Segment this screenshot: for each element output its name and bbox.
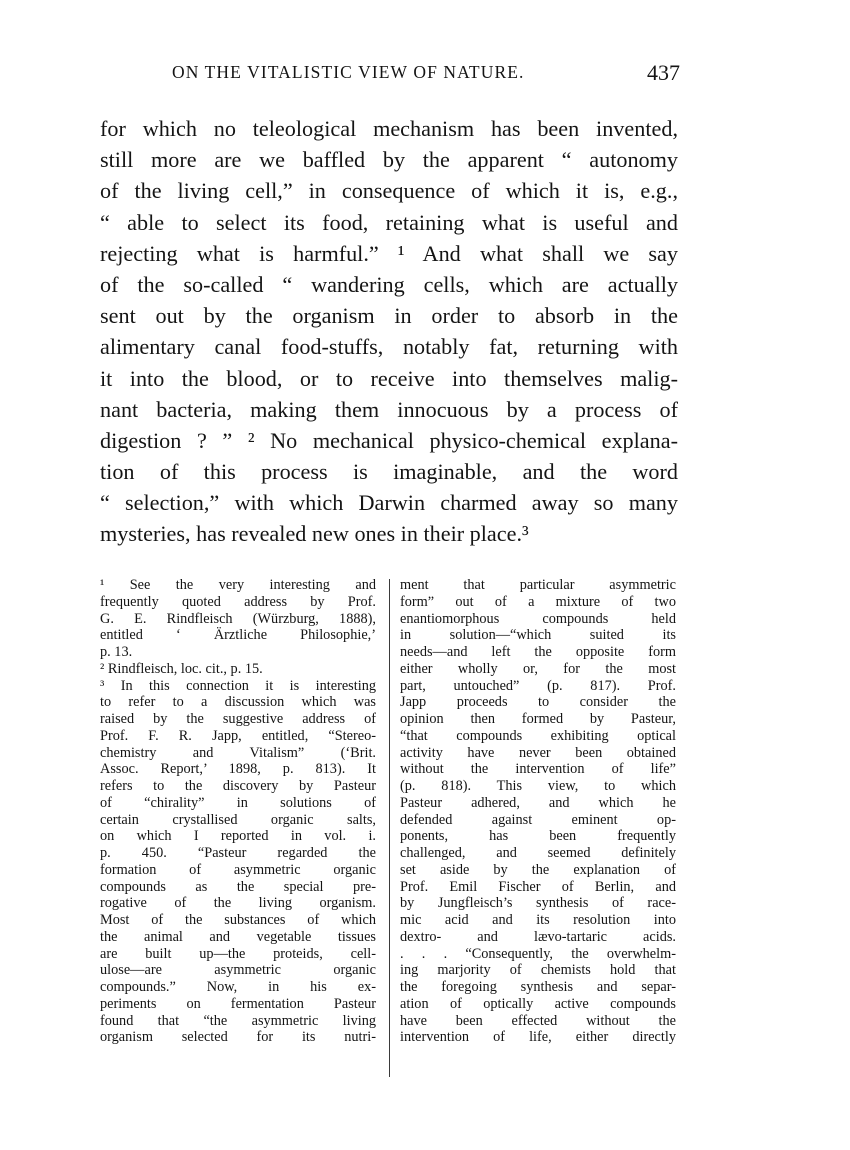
- footnote-line: set aside by the explanation of: [400, 861, 676, 878]
- body-line: of the so-called “ wandering cells, which are actually: [100, 271, 678, 297]
- body-line: rejecting what is harmful.” ¹ And what shall we say: [100, 240, 678, 266]
- body-line: it into the blood, or to receive into themselves malig-: [100, 365, 678, 391]
- body-line: for which no teleological mechanism has been invented,: [100, 116, 678, 141]
- footnote-line: of “chirality” in solutions of: [100, 794, 376, 811]
- footnote-line: “that compounds exhibiting optical: [400, 727, 676, 744]
- footnote-line: refers to the discovery by Pasteur: [100, 778, 376, 794]
- footnote-line: form” out of a mixture of two: [400, 593, 676, 610]
- footnote-line: certain crystallised organic salts,: [100, 811, 376, 828]
- footnote-line: by Jungfleisch’s synthesis of race-: [400, 895, 676, 912]
- footnote-line: ation of optically active compounds: [400, 995, 676, 1012]
- footnote-line: G. E. Rindfleisch (Würzburg, 1888),: [100, 610, 376, 627]
- footnote-line: either wholly or, for the most: [400, 660, 676, 677]
- footnote-line: to refer to a discussion which was: [100, 694, 376, 711]
- footnote-line: frequently quoted address by Prof.: [100, 593, 376, 610]
- footnote-line: (p. 818). This view, to which: [400, 778, 676, 794]
- footnote-line: in solution—“which suited its: [400, 627, 676, 644]
- footnote-column-left: [100, 577, 376, 1046]
- footnotes: [100, 577, 680, 1082]
- body-line: sent out by the organism in order to absorb in the: [100, 303, 678, 329]
- body-line: mysteries, has revealed new ones in their place.³: [100, 521, 529, 547]
- column-divider: [389, 579, 390, 1077]
- footnote-line: compounds.” Now, in his ex-: [100, 979, 376, 995]
- footnote-line: p. 13.: [100, 644, 133, 660]
- footnote-line: challenged, and seemed definitely: [400, 845, 676, 861]
- footnote-line: without the intervention of life”: [400, 761, 676, 778]
- footnote-line: the foregoing synthesis and separ-: [400, 979, 676, 995]
- footnote-line: periments on fermentation Pasteur: [100, 995, 376, 1012]
- footnote-line: ponents, has been frequently: [400, 828, 676, 845]
- footnote-line: are built up—the proteids, cell-: [100, 945, 376, 962]
- body-line: still more are we baffled by the apparent “ autonomy: [100, 147, 678, 173]
- footnote-line: opinion then formed by Pasteur,: [400, 711, 676, 727]
- body-text: [100, 113, 678, 550]
- body-line: “ selection,” with which Darwin charmed away so many: [100, 490, 678, 516]
- footnote-line: formation of asymmetric organic: [100, 861, 376, 878]
- body-line: “ able to select its food, retaining what is useful and: [100, 209, 678, 235]
- footnote-column-right: [400, 577, 676, 1046]
- running-head: [100, 62, 680, 92]
- footnote-line: have been effected without the: [400, 1012, 676, 1029]
- footnote-line: Assoc. Report,’ 1898, p. 813). It: [100, 761, 376, 778]
- footnote-line: . . . “Consequently, the overwhelm-: [400, 945, 676, 962]
- footnote-line: chemistry and Vitalism” (‘Brit.: [100, 744, 376, 761]
- body-line: tion of this process is imaginable, and the word: [100, 459, 678, 485]
- footnote-line: ¹ See the very interesting and: [100, 577, 376, 593]
- body-line: of the living cell,” in consequence of which it is, e.g.,: [100, 178, 678, 204]
- footnote-line: the animal and vegetable tissues: [100, 928, 376, 945]
- footnote-line: Pasteur adhered, and which he: [400, 794, 676, 811]
- footnote-line: needs—and left the opposite form: [400, 644, 676, 660]
- footnote-line: Prof. F. R. Japp, entitled, “Stereo-: [100, 727, 376, 744]
- body-line: digestion ? ” ² No mechanical physico-chemical explana-: [100, 427, 678, 453]
- footnote-line: raised by the suggestive address of: [100, 711, 376, 727]
- footnote-line: Prof. Emil Fischer of Berlin, and: [400, 878, 676, 895]
- footnote-line: ing marjority of chemists hold that: [400, 962, 676, 979]
- footnote-line: dextro- and lævo-tartaric acids.: [400, 928, 676, 945]
- footnote-line: activity have never been obtained: [400, 744, 676, 761]
- footnote-line: defended against eminent op-: [400, 811, 676, 828]
- page-number: 437: [647, 60, 680, 85]
- footnote-line: ment that particular asymmetric: [400, 577, 676, 593]
- footnote-line: Japp proceeds to consider the: [400, 694, 676, 711]
- footnote-line: rogative of the living organism.: [100, 895, 376, 912]
- footnote-line: on which I reported in vol. i.: [100, 828, 376, 845]
- footnote-line: organism selected for its nutri-: [100, 1029, 376, 1046]
- footnote-line: intervention of life, either directly: [400, 1029, 676, 1046]
- footnote-line: p. 450. “Pasteur regarded the: [100, 845, 376, 861]
- footnote-line: ² Rindfleisch, loc. cit., p. 15.: [100, 660, 263, 677]
- body-line: nant bacteria, making them innocuous by a process of: [100, 396, 678, 422]
- running-title: ON THE VITALISTIC VIEW OF NATURE.: [172, 62, 525, 82]
- footnote-line: compounds as the special pre-: [100, 878, 376, 895]
- footnote-line: ³ In this connection it is interesting: [100, 677, 376, 694]
- footnote-line: found that “the asymmetric living: [100, 1012, 376, 1029]
- footnote-line: part, untouched” (p. 817). Prof.: [400, 677, 676, 694]
- footnote-line: Most of the substances of which: [100, 912, 376, 928]
- footnote-line: enantiomorphous compounds held: [400, 610, 676, 627]
- footnote-line: mic acid and its resolution into: [400, 912, 676, 928]
- footnote-line: entitled ‘ Ärztliche Philosophie,’: [100, 627, 376, 644]
- body-line: alimentary canal food-stuffs, notably fat, returning with: [100, 334, 678, 360]
- footnote-line: ulose—are asymmetric organic: [100, 962, 376, 979]
